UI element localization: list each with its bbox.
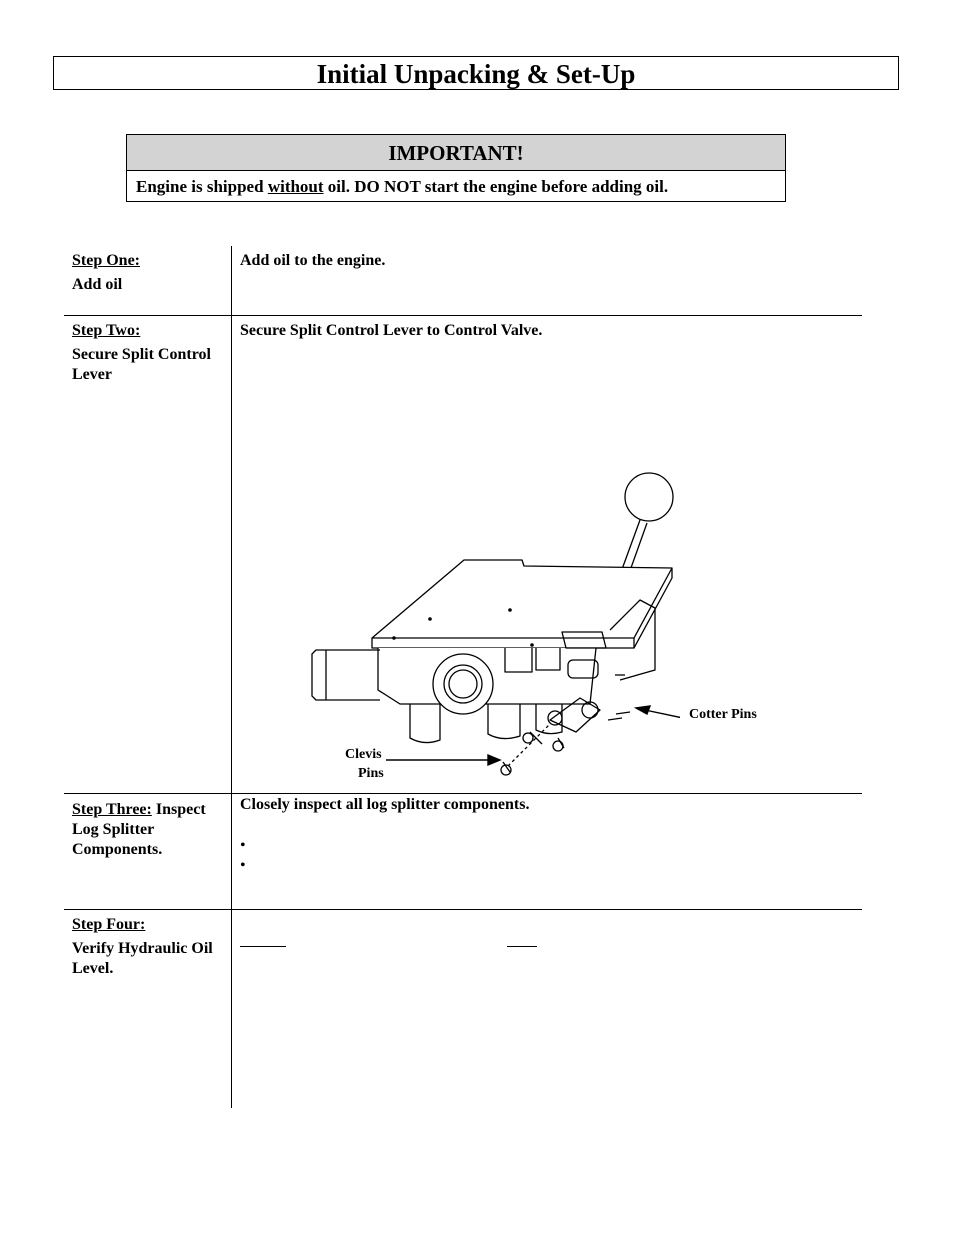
step-four-subtitle: Verify Hydraulic Oil Level. xyxy=(72,940,213,977)
clevis-callout: Clevis xyxy=(345,747,382,762)
row-divider-3 xyxy=(64,909,862,910)
step-three-heading: Step Three: xyxy=(72,801,152,818)
important-heading: IMPORTANT! xyxy=(127,135,785,171)
table-column-divider xyxy=(231,246,232,1108)
step-four-heading: Step Four: xyxy=(72,916,146,933)
important-text-underlined: without xyxy=(267,177,324,196)
pins-callout: Pins xyxy=(358,766,384,781)
step-two-instruction: Secure Split Control Lever to Control Valve. xyxy=(240,322,543,339)
row-divider-1 xyxy=(64,315,862,316)
important-text-after: oil. DO NOT start the engine before adding oil. xyxy=(323,177,669,196)
bullet-2: • xyxy=(240,857,246,874)
step-three-label xyxy=(72,800,228,860)
step-four-label xyxy=(72,915,228,979)
step-three-instruction: Closely inspect all log splitter components. xyxy=(240,796,530,813)
step-one-subtitle: Add oil xyxy=(72,276,123,293)
important-notice xyxy=(126,134,786,202)
step-one-label xyxy=(72,251,228,295)
step-three-inline: Inspect Log Splitter Components. xyxy=(72,801,206,858)
row-divider-2 xyxy=(64,793,862,794)
step-two-label xyxy=(72,321,228,385)
important-text xyxy=(127,171,785,202)
underline-mark-1 xyxy=(240,946,286,947)
step-one-heading: Step One: xyxy=(72,252,140,269)
step-two-subtitle: Secure Split Control Lever xyxy=(72,346,211,383)
bullet-1: • xyxy=(240,837,246,854)
important-text-before: Engine is shipped xyxy=(136,177,268,196)
page-title: Initial Unpacking & Set-Up xyxy=(53,56,899,90)
step-two-heading: Step Two: xyxy=(72,322,141,339)
step-one-instruction: Add oil to the engine. xyxy=(240,252,386,269)
cotter-pins-callout: Cotter Pins xyxy=(689,707,757,722)
control-valve-diagram xyxy=(300,470,680,790)
underline-mark-2 xyxy=(507,946,537,947)
